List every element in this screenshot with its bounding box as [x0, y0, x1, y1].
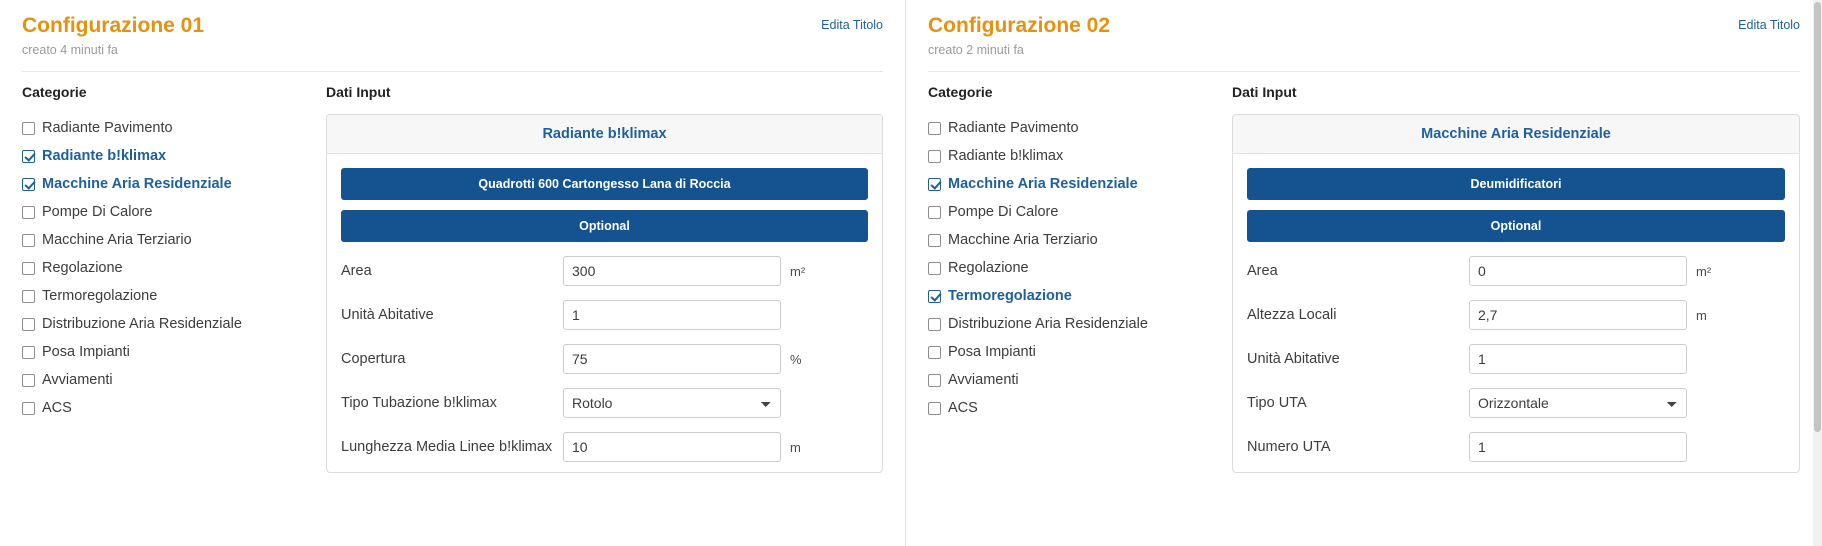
edit-title-link[interactable]: Edita Titolo	[1738, 18, 1800, 32]
checkbox-checked-icon[interactable]	[928, 178, 941, 191]
field-row-tipo-tubazione	[341, 388, 868, 418]
category-label: Termoregolazione	[42, 288, 158, 305]
category-item-radiante-biklimax[interactable]	[22, 142, 322, 170]
checkbox-icon[interactable]	[928, 122, 941, 135]
field-unit: m²	[790, 263, 806, 279]
checkbox-icon[interactable]	[928, 318, 941, 331]
numero-uta-input[interactable]	[1469, 432, 1687, 462]
category-item-avviamenti[interactable]	[22, 366, 322, 394]
category-item-termoregolazione[interactable]	[928, 282, 1228, 310]
category-label: Posa Impianti	[948, 344, 1036, 361]
field-label: Tipo UTA	[1247, 395, 1307, 412]
checkbox-icon[interactable]	[22, 206, 35, 219]
categories-heading: Categorie	[928, 84, 993, 101]
checkbox-icon[interactable]	[22, 122, 35, 135]
category-label: Termoregolazione	[948, 288, 1072, 305]
category-label: Pompe Di Calore	[948, 204, 1059, 221]
input-card	[326, 114, 883, 473]
created-timestamp: creato 2 minuti fa	[928, 43, 1024, 58]
configuration-panel-02	[905, 0, 1822, 546]
page-title: Configurazione 01	[22, 14, 205, 37]
checkbox-icon[interactable]	[22, 290, 35, 303]
header-divider	[22, 71, 883, 72]
field-control	[563, 344, 781, 374]
category-label: Radiante b!klimax	[42, 148, 167, 165]
altezza-locali-input[interactable]	[1469, 300, 1687, 330]
tipo-uta-select[interactable]	[1469, 388, 1687, 418]
category-item-macchine-aria-terziario[interactable]	[928, 226, 1228, 254]
panel-title-block	[22, 14, 204, 57]
category-item-radiante-biklimax[interactable]	[928, 142, 1228, 170]
page-title: Configurazione 02	[928, 14, 1111, 37]
field-row-area	[341, 256, 868, 286]
checkbox-icon[interactable]	[22, 318, 35, 331]
category-label: Radiante Pavimento	[42, 120, 173, 137]
category-label: Distribuzione Aria Residenziale	[948, 316, 1148, 333]
page-scrollbar[interactable]	[1813, 0, 1822, 546]
field-label: Numero UTA	[1247, 439, 1331, 456]
field-row-altezza-locali	[1247, 300, 1785, 330]
panel-columns	[928, 84, 1800, 473]
field-label: Lunghezza Media Linee b!klimax	[341, 439, 553, 456]
field-unit: m	[1696, 307, 1707, 323]
checkbox-icon[interactable]	[928, 206, 941, 219]
category-item-avviamenti[interactable]	[928, 366, 1228, 394]
scrollbar-thumb[interactable]	[1814, 2, 1821, 432]
edit-title-link[interactable]: Edita Titolo	[821, 18, 883, 32]
field-row-numero-uta	[1247, 432, 1785, 462]
category-label: Regolazione	[948, 260, 1029, 277]
category-label: Radiante Pavimento	[948, 120, 1079, 137]
field-label: Unità Abitative	[1247, 351, 1340, 368]
card-body	[1233, 154, 1799, 472]
category-label: Macchine Aria Residenziale	[42, 176, 232, 193]
field-control	[1469, 432, 1687, 462]
field-label: Tipo Tubazione b!klimax	[341, 395, 497, 412]
field-control	[1469, 256, 1687, 286]
field-control	[563, 388, 781, 418]
category-item-distribuzione-aria-residenziale[interactable]	[22, 310, 322, 338]
category-label: ACS	[948, 400, 978, 417]
category-label: ACS	[42, 400, 72, 417]
inputs-column	[322, 84, 883, 473]
area-input[interactable]	[563, 256, 781, 286]
checkbox-checked-icon[interactable]	[22, 150, 35, 163]
category-item-macchine-aria-residenziale[interactable]	[928, 170, 1228, 198]
field-row-lunghezza-media	[341, 432, 868, 462]
field-label: Copertura	[341, 351, 406, 368]
field-control	[563, 432, 781, 462]
field-row-tipo-uta	[1247, 388, 1785, 418]
category-label: Posa Impianti	[42, 344, 130, 361]
field-label: Area	[341, 263, 372, 280]
field-control	[1469, 300, 1687, 330]
category-label: Macchine Aria Terziario	[42, 232, 192, 249]
optional-button[interactable]: Optional	[341, 210, 868, 242]
category-item-macchine-aria-terziario[interactable]	[22, 226, 322, 254]
configuration-panel-01	[0, 0, 905, 546]
panel-columns	[22, 84, 883, 473]
inputs-heading: Dati Input	[1232, 84, 1297, 101]
category-item-pompe-di-calore[interactable]	[22, 198, 322, 226]
field-unit: m²	[1696, 263, 1712, 279]
checkbox-checked-icon[interactable]	[22, 178, 35, 191]
category-item-acs[interactable]	[928, 394, 1228, 422]
field-label: Area	[1247, 263, 1278, 280]
optional-button[interactable]: Optional	[1247, 210, 1785, 242]
categories-column	[928, 84, 1228, 473]
field-label: Unità Abitative	[341, 307, 434, 324]
categories-column	[22, 84, 322, 473]
category-item-posa-impianti[interactable]	[22, 338, 322, 366]
category-item-regolazione[interactable]	[928, 254, 1228, 282]
field-row-unita-abitative	[1247, 344, 1785, 374]
field-label: Altezza Locali	[1247, 307, 1337, 324]
checkbox-checked-icon[interactable]	[928, 290, 941, 303]
product-select-button[interactable]: Deumidificatori	[1247, 168, 1785, 200]
category-item-posa-impianti[interactable]	[928, 338, 1228, 366]
category-item-radiante-pavimento[interactable]	[928, 114, 1228, 142]
field-unit: m	[790, 439, 801, 455]
field-row-unita-abitative	[341, 300, 868, 330]
tipo-tubazione-select[interactable]	[563, 388, 781, 418]
created-timestamp: creato 4 minuti fa	[22, 43, 118, 58]
unita-abitative-input[interactable]	[1469, 344, 1687, 374]
card-title: Radiante b!klimax	[327, 115, 882, 154]
panel-header	[928, 14, 1800, 57]
checkbox-icon[interactable]	[22, 346, 35, 359]
field-control	[563, 300, 781, 330]
header-divider	[928, 71, 1800, 72]
panel-header	[22, 14, 883, 57]
checkbox-icon[interactable]	[22, 234, 35, 247]
checkbox-icon[interactable]	[928, 346, 941, 359]
card-title: Macchine Aria Residenziale	[1233, 115, 1799, 154]
field-unit: %	[790, 351, 802, 367]
field-control	[563, 256, 781, 286]
checkbox-icon[interactable]	[928, 374, 941, 387]
checkbox-icon[interactable]	[928, 150, 941, 163]
copertura-input[interactable]	[563, 344, 781, 374]
categories-heading: Categorie	[22, 84, 87, 101]
field-control	[1469, 388, 1687, 418]
area-input[interactable]	[1469, 256, 1687, 286]
inputs-heading: Dati Input	[326, 84, 391, 101]
category-item-distribuzione-aria-residenziale[interactable]	[928, 310, 1228, 338]
field-control	[1469, 344, 1687, 374]
category-label: Regolazione	[42, 260, 123, 277]
checkbox-icon[interactable]	[928, 234, 941, 247]
checkbox-icon[interactable]	[22, 402, 35, 415]
category-label: Macchine Aria Terziario	[948, 232, 1098, 249]
category-item-regolazione[interactable]	[22, 254, 322, 282]
checkbox-icon[interactable]	[928, 402, 941, 415]
inputs-column	[1228, 84, 1800, 473]
checkbox-icon[interactable]	[928, 262, 941, 275]
product-select-button[interactable]: Quadrotti 600 Cartongesso Lana di Roccia	[341, 168, 868, 200]
input-card	[1232, 114, 1800, 473]
category-label: Avviamenti	[948, 372, 1019, 389]
category-label: Distribuzione Aria Residenziale	[42, 316, 242, 333]
category-label: Avviamenti	[42, 372, 113, 389]
card-body	[327, 154, 882, 472]
checkbox-icon[interactable]	[22, 374, 35, 387]
category-item-radiante-pavimento[interactable]	[22, 114, 322, 142]
category-label: Radiante b!klimax	[948, 148, 1064, 165]
field-row-area	[1247, 256, 1785, 286]
lunghezza-media-input[interactable]	[563, 432, 781, 462]
checkbox-icon[interactable]	[22, 262, 35, 275]
panel-title-block	[928, 14, 1110, 57]
unita-abitative-input[interactable]	[563, 300, 781, 330]
category-item-macchine-aria-residenziale[interactable]	[22, 170, 322, 198]
category-label: Pompe Di Calore	[42, 204, 153, 221]
category-item-pompe-di-calore[interactable]	[928, 198, 1228, 226]
field-row-copertura	[341, 344, 868, 374]
category-item-termoregolazione[interactable]	[22, 282, 322, 310]
category-item-acs[interactable]	[22, 394, 322, 422]
category-label: Macchine Aria Residenziale	[948, 176, 1138, 193]
